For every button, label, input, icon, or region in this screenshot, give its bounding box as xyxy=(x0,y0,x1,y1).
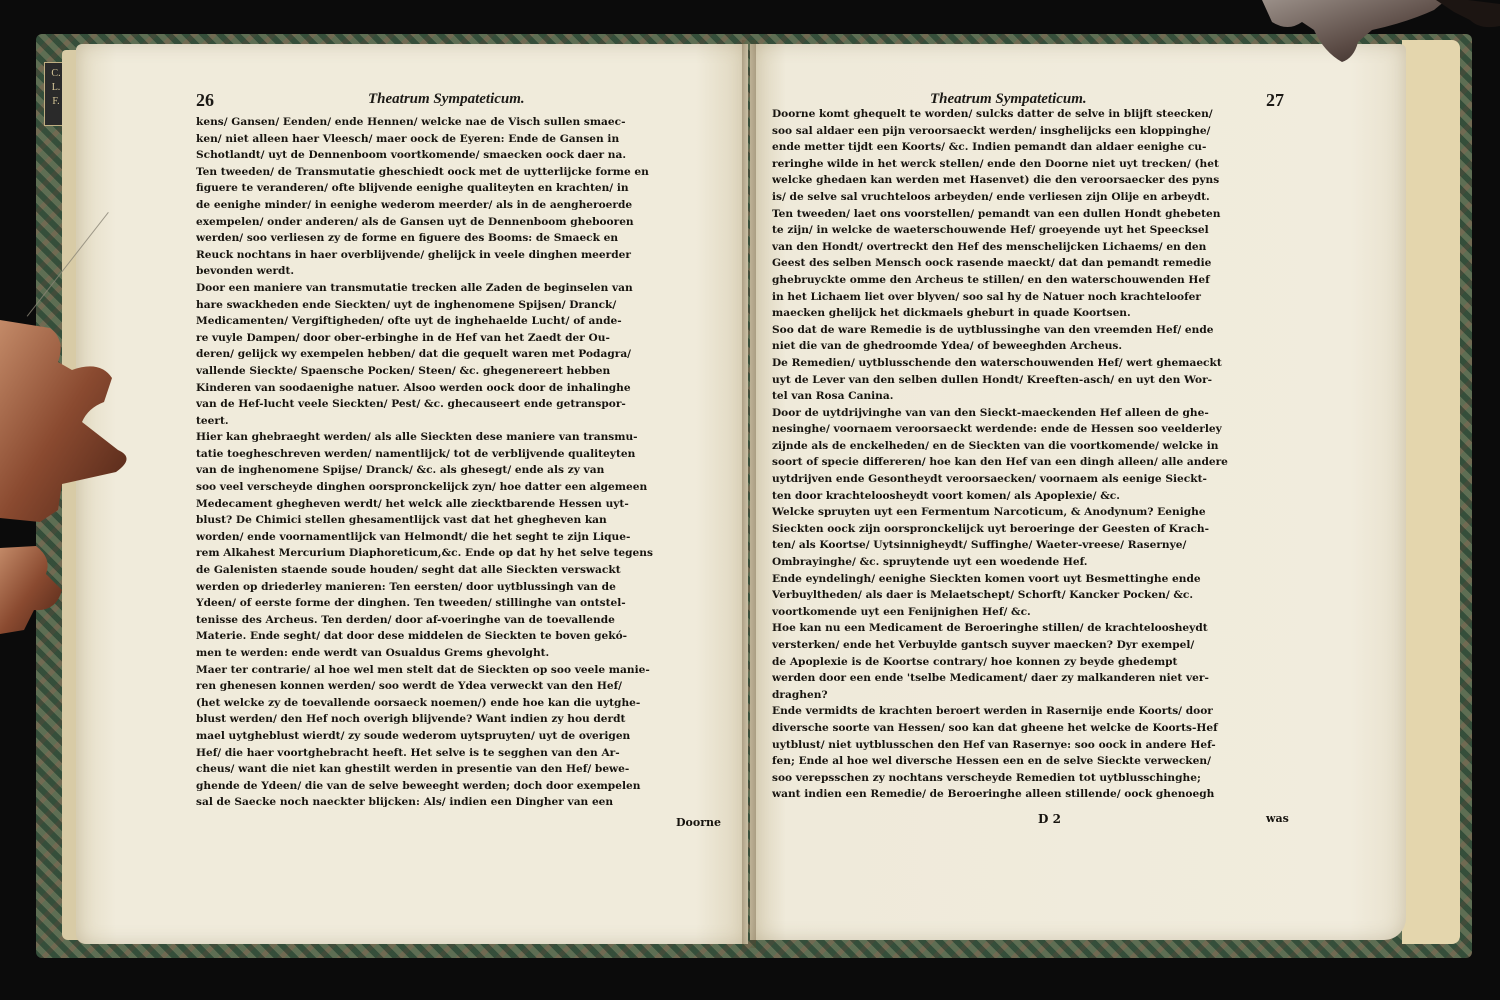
left-page-text xyxy=(196,114,724,811)
right-page-text-line: Ende eyndelingh/ eenighe Sieckten komen voort uyt Besmettinghe ende xyxy=(772,572,1201,585)
left-page-text-line: exempelen/ onder anderen/ als de Gansen uyt de Dennenboom ghebooren xyxy=(196,215,634,228)
left-page-text-line: ghende de Ydeen/ die van de selve beweeght werden; doch door exempelen xyxy=(196,779,641,792)
left-page-number: 26 xyxy=(196,90,214,110)
right-page-text-line: Hoe kan nu een Medicament de Beroeringhe stillen/ de krachteloosheydt xyxy=(772,622,1208,635)
left-page-text-line: blust werden/ den Hef noch overigh blijvende? Want indien zy hou derdt xyxy=(196,713,626,726)
right-page-text-line: welcke ghedaen kan werden met Hasenvet) die den veroorsaecker des pyns xyxy=(772,174,1220,187)
left-page-text-line: Reuck nochtans in haer overblijvende/ ghelijck in veele dinghen meerder xyxy=(196,248,631,261)
left-page-text-line: Materie. Ende seght/ dat door dese middelen de Sieckten te boven gekó- xyxy=(196,630,628,643)
left-page xyxy=(76,44,748,944)
right-page-text-line: soort of specie differeren/ hoe kan den Hef van een dingh alleen/ alle andere xyxy=(772,456,1228,469)
left-page-text-line: soo veel verscheyde dinghen oorspronckelijck zyn/ hoe datter een algemeen xyxy=(196,481,648,494)
right-page xyxy=(750,44,1406,940)
left-page-text-line: mael uytgheblust wierdt/ zy soude wederom uytspruyten/ uyt de overigen xyxy=(196,729,631,742)
signature-mark: D 2 xyxy=(1038,812,1061,826)
right-page-text-line: maecken ghelijck het dickmaels gheburt in quade Koortsen. xyxy=(772,307,1131,320)
left-page-text-line: van de Hef-lucht veele Sieckten/ Pest/ &c. ghecauseert ende getranspor- xyxy=(196,398,626,411)
left-page-text-line: (het welcke zy de toevallende oorsaeck noemen/) ende hoe kan die uytghe- xyxy=(196,696,641,709)
right-page-text-line: uytblust/ niet uytblusschen den Hef van Rasernye: soo oock in andere Hef- xyxy=(772,738,1216,751)
right-page-text-line: fen; Ende al hoe wel diversche Hessen een en de selve Sieckte verwecken/ xyxy=(772,755,1211,768)
left-page-text-line: Medecament ghegheven werdt/ het welck alle ziecktbarende Hessen uyt- xyxy=(196,497,629,510)
right-page-text-line: draghen? xyxy=(772,688,828,701)
spine-label-line-2: L. xyxy=(51,82,61,93)
right-page-text-line: uytdrijven ende Gesontheydt veroorsaecken/ voornaem als eenige Sieckt- xyxy=(772,473,1207,486)
right-page-text-line: diversche soorte van Hessen/ soo kan dat gheene het welcke de Koorts-Hef xyxy=(772,721,1218,734)
right-page-text-line: ende metter tijdt een Koorts/ &c. Indien pemandt dan aldaer eenighe cu- xyxy=(772,141,1207,154)
left-page-text-line: van de inghenomene Spijse/ Dranck/ &c. als ghesegt/ ende als zy van xyxy=(196,464,605,477)
right-page-text-line: Welcke spruyten uyt een Fermentum Narcoticum, & Anodynum? Eenighe xyxy=(772,506,1206,519)
left-catchword: Doorne xyxy=(676,816,722,829)
right-page-text-line: versterken/ ende het Verbuylde gantsch suyver maecken? Dyr exempel/ xyxy=(772,639,1195,651)
right-page-text-line: de Apoplexie is de Koortse contrary/ hoe konnen zy beyde ghedempt xyxy=(772,655,1178,668)
right-page-text-line: Ende vermidts de krachten beroert werden in Rasernije ende Koorts/ door xyxy=(772,705,1213,718)
spine-label-line-3: F. xyxy=(52,96,60,107)
right-page-text-line: Soo dat de ware Remedie is de uytblussinghe van den vreemden Hef/ ende xyxy=(772,323,1214,336)
right-page-text-line: Geest des selben Mensch oock rasende maeckt/ dat dan pemandt remedie xyxy=(772,257,1212,270)
right-page-text-line: Doorne komt ghequelt te worden/ sulcks datter de selve in blijft steecken/ xyxy=(772,108,1213,120)
right-catchword: was xyxy=(1266,812,1289,825)
left-page-text-line: re vuyle Dampen/ door ober-erbinghe in de Hef van het Zaedt der Ou- xyxy=(196,331,610,344)
right-page-text-line: is/ de selve sal vruchteloos arbeyden/ ende verliesen zijn Olije en arbeydt. xyxy=(772,190,1210,203)
left-page-text-line: Schotlandt/ uyt de Dennenboom voortkomende/ smaecken oock daer na. xyxy=(196,149,627,162)
right-page-text-line: Sieckten oock zijn oorspronckelijck uyt beroeringe der Geesten of Krach- xyxy=(772,522,1209,535)
page-clip-left xyxy=(0,300,150,660)
left-page-text-line: hare swackheden ende Sieckten/ uyt de inghenomene Spijsen/ Dranck/ xyxy=(196,298,617,311)
right-page-text-line: uyt de Lever van den selben dullen Hondt/ Kreeften-asch/ en uyt den Wor- xyxy=(772,373,1213,386)
right-page-text-line: in het Lichaem liet over blyven/ soo sal hy de Natuer noch krachteloofer xyxy=(772,290,1201,303)
left-page-text-line: rem Alkahest Mercurium Diaphoreticum,&c. Ende op dat hy het selve tegens xyxy=(196,547,653,560)
book-gutter xyxy=(742,40,756,948)
right-page-text-line: ten/ als Koortse/ Uytsinnigheydt/ Suffinghe/ Waeter-vreese/ Rasernye/ xyxy=(772,539,1187,552)
right-page-text-line: te zijn/ in welcke de waeterschouwende Hef/ groeyende uyt het Speecksel xyxy=(772,224,1209,237)
right-page-text-line: werden door een ende 'tselbe Medicament/ daer zy malkanderen niet ver- xyxy=(772,672,1209,685)
left-page-text-line: ren ghenesen konnen werden/ soo werdt de Ydea verweckt van den Hef/ xyxy=(196,680,623,693)
left-page-text-line: Hier kan ghebraeght werden/ als alle Sieckten dese maniere van transmu- xyxy=(196,431,638,444)
right-page-text-line: Verbuyltheden/ als daer is Melaetschept/ Schorft/ Kancker Pocken/ &c. xyxy=(772,589,1194,602)
right-page-text-line: want indien een Remedie/ de Beroeringhe alleen stillende/ oock ghenoegh xyxy=(772,788,1215,801)
left-page-text-line: Kinderen van soodaenighe natuer. Alsoo werden oock door de inhalinghe xyxy=(196,381,631,394)
left-page-text-line: bevonden werdt. xyxy=(196,265,295,278)
left-page-text-line: figuere te veranderen/ ofte blijvende eenighe qualiteyten en krachten/ in xyxy=(196,182,629,195)
spine-label-line-1: C. xyxy=(51,68,61,79)
page-edge-right xyxy=(1402,40,1460,944)
left-page-text-line: Medicamenten/ Vergiftigheden/ ofte uyt de inghehaelde Lucht/ of ande- xyxy=(196,315,622,328)
left-page-text-line: werden op driederley manieren: Ten eersten/ door uytblussingh van de xyxy=(196,580,616,593)
left-page-text-line: Ydeen/ of eerste forme der dinghen. Ten tweeden/ stillinghe van ontstel- xyxy=(196,597,626,610)
right-page-text-line: Ten tweeden/ laet ons voorstellen/ pemandt van een dullen Hondt ghebeten xyxy=(772,207,1221,220)
right-page-text-line: De Remedien/ uytblusschende den waterschouwenden Hef/ wert ghemaeckt xyxy=(772,356,1222,369)
left-page-text-line: Door een maniere van transmutatie trecken alle Zaden de beginselen van xyxy=(196,281,633,294)
right-page-text xyxy=(772,106,1292,803)
right-page-text-line: soo sal aldaer een pijn veroorsaeckt werden/ insghelijcks een kloppinghe/ xyxy=(772,124,1211,137)
left-page-text-line: Hef/ die haer voortghebracht heeft. Het selve is te segghen van den Ar- xyxy=(196,746,620,759)
left-page-text-line: vallende Sieckte/ Spaensche Pocken/ Steen/ &c. ghegenereert hebben xyxy=(196,364,611,377)
left-page-text-line: werden/ soo verliesen zy de forme en figuere des Booms: de Smaeck en xyxy=(196,232,619,245)
left-page-text-line: worden/ ende voornamentlijck van Helmondt/ die het seght te zijn Lique- xyxy=(196,530,631,543)
page-clip-top-right xyxy=(1258,0,1500,80)
left-page-text-line: kens/ Gansen/ Eenden/ ende Hennen/ welcke nae de Visch sullen smaec- xyxy=(196,116,626,128)
left-page-text-line: cheus/ want die niet kan ghestilt werden in presentie van den Hef/ bewe- xyxy=(196,763,630,776)
right-page-number: 27 xyxy=(1266,90,1284,110)
right-page-text-line: van den Hondt/ overtreckt den Hef des menschelijcken Lichaems/ en den xyxy=(772,240,1207,253)
left-page-text-line: sal de Saecke noch naeckter blijcken: Als/ indien een Dingher van een xyxy=(196,796,614,809)
left-page-text-line: men te werden: ende werdt van Osualdus Grems ghevolght. xyxy=(196,647,550,659)
left-page-text-line: deren/ gelijck wy exempelen hebben/ dat die gequelt waren met Podagra/ xyxy=(196,348,632,361)
right-page-text-line: soo verepsschen zy nochtans verscheyde Remedien tot uytblusschinghe; xyxy=(772,771,1201,784)
right-page-text-line: tel van Rosa Canina. xyxy=(772,390,894,403)
right-page-text-line: voortkomende uyt een Fenijnighen Hef/ &c. xyxy=(772,605,1031,618)
left-page-text-line: blust? De Chimici stellen ghesamentlijck vast dat het ghegheven kan xyxy=(196,514,607,527)
left-page-text-line: de eenighe minder/ in eenighe wederom meerder/ als in de aengheroerde xyxy=(196,198,633,211)
right-page-text-line: Ombrayinghe/ &c. spruytende uyt een woedende Hef. xyxy=(772,556,1088,569)
right-running-head: Theatrum Sympateticum. xyxy=(930,91,1087,107)
left-page-text-line: tatie toegheschreven werden/ namentlijck/ tot de verblijvende qualiteyten xyxy=(196,447,636,460)
right-page-text-line: ghebruyckte omme den Archeus te stillen/ en den waterschouwenden Hef xyxy=(772,273,1210,286)
right-page-text-line: Door de uytdrijvinghe van van den Sieckt-maeckenden Hef alleen de ghe- xyxy=(772,406,1209,419)
right-page-text-line: reringhe wilde in het werck stellen/ ende den Doorne niet uyt trecken/ (het xyxy=(772,157,1219,170)
left-running-head: Theatrum Sympateticum. xyxy=(368,91,525,107)
left-page-text-line: de Galenisten staende soude houden/ seght dat alle Sieckten verswackt xyxy=(196,564,621,577)
left-page-text-line: teert. xyxy=(196,414,229,427)
right-page-text-line: ten door krachteloosheydt voort komen/ als Apoplexie/ &c. xyxy=(772,489,1120,502)
left-page-text-line: ken/ niet alleen haer Vleesch/ maer oock de Eyeren: Ende de Gansen in xyxy=(196,132,620,145)
right-page-text-line: niet die van de ghedroomde Ydea/ of beweeghden Archeus. xyxy=(772,340,1123,353)
left-page-text-line: Maer ter contrarie/ al hoe wel men stelt dat de Sieckten op soo veele manie- xyxy=(196,663,650,676)
left-page-text-line: Ten tweeden/ de Transmutatie gheschiedt oock met de uytterlijcke forme en xyxy=(196,165,649,178)
right-page-text-line: nesinghe/ voornaem veroorsaeckt werdende: ende de Hessen soo veelderley xyxy=(772,423,1222,436)
left-page-text-line: tenisse des Archeus. Ten derden/ door af-voeringhe van de toevallende xyxy=(196,613,615,626)
right-page-text-line: zijnde als de enckelheden/ en de Sieckten van die voortkomende/ welcke in xyxy=(772,439,1219,452)
